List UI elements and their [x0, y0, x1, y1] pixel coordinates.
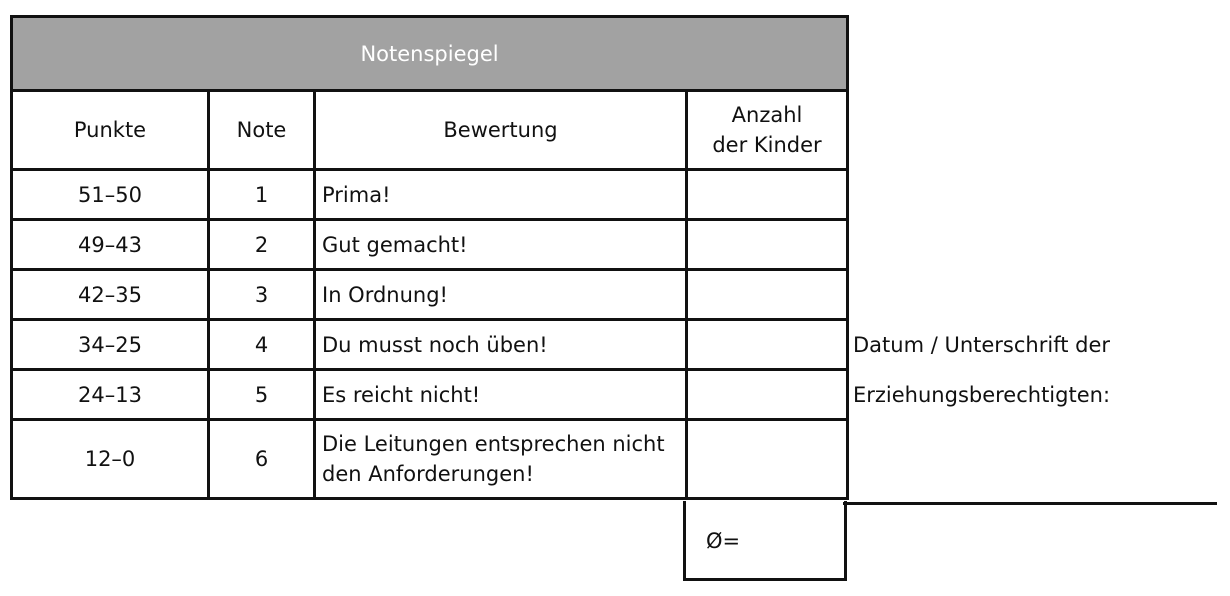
rating-line2: den Anforderungen! — [322, 462, 534, 486]
header-count — [687, 91, 848, 170]
points-cell: 51–50 — [12, 170, 209, 220]
table-row — [12, 320, 848, 370]
grade-cell: 6 — [209, 420, 315, 499]
signature-label-line1: Datum / Unterschrift der — [853, 333, 1111, 357]
table-title: Notenspiegel — [12, 17, 848, 91]
header-count-line2: der Kinder — [712, 133, 822, 157]
signature-label-line2: Erziehungsberechtigten: — [853, 383, 1111, 407]
average-box[interactable] — [683, 501, 847, 581]
count-cell[interactable] — [687, 370, 848, 420]
count-cell[interactable] — [687, 420, 848, 499]
signature-line[interactable] — [843, 502, 1217, 505]
grade-table — [10, 15, 849, 500]
header-grade: Note — [209, 91, 315, 170]
grade-cell: 3 — [209, 270, 315, 320]
table-row — [12, 420, 848, 499]
points-cell: 34–25 — [12, 320, 209, 370]
table-row — [12, 270, 848, 320]
points-cell: 42–35 — [12, 270, 209, 320]
table-row — [12, 220, 848, 270]
table-row — [12, 170, 848, 220]
points-cell: 24–13 — [12, 370, 209, 420]
count-cell[interactable] — [687, 270, 848, 320]
grade-cell: 2 — [209, 220, 315, 270]
rating-cell — [315, 420, 687, 499]
count-cell[interactable] — [687, 170, 848, 220]
grade-cell: 4 — [209, 320, 315, 370]
count-cell[interactable] — [687, 320, 848, 370]
rating-cell: Gut gemacht! — [315, 220, 687, 270]
rating-line1: Die Leitungen entsprechen nicht — [322, 432, 665, 456]
points-cell: 12–0 — [12, 420, 209, 499]
rating-cell: In Ordnung! — [315, 270, 687, 320]
table-row — [12, 370, 848, 420]
points-cell: 49–43 — [12, 220, 209, 270]
count-cell[interactable] — [687, 220, 848, 270]
grade-cell: 5 — [209, 370, 315, 420]
header-rating: Bewertung — [315, 91, 687, 170]
rating-cell: Du musst noch üben! — [315, 320, 687, 370]
header-row — [12, 91, 848, 170]
rating-cell: Prima! — [315, 170, 687, 220]
grade-cell: 1 — [209, 170, 315, 220]
header-count-line1: Anzahl — [731, 103, 803, 127]
header-points: Punkte — [12, 91, 209, 170]
average-label: Ø= — [706, 529, 741, 553]
title-row — [12, 17, 848, 91]
rating-cell: Es reicht nicht! — [315, 370, 687, 420]
